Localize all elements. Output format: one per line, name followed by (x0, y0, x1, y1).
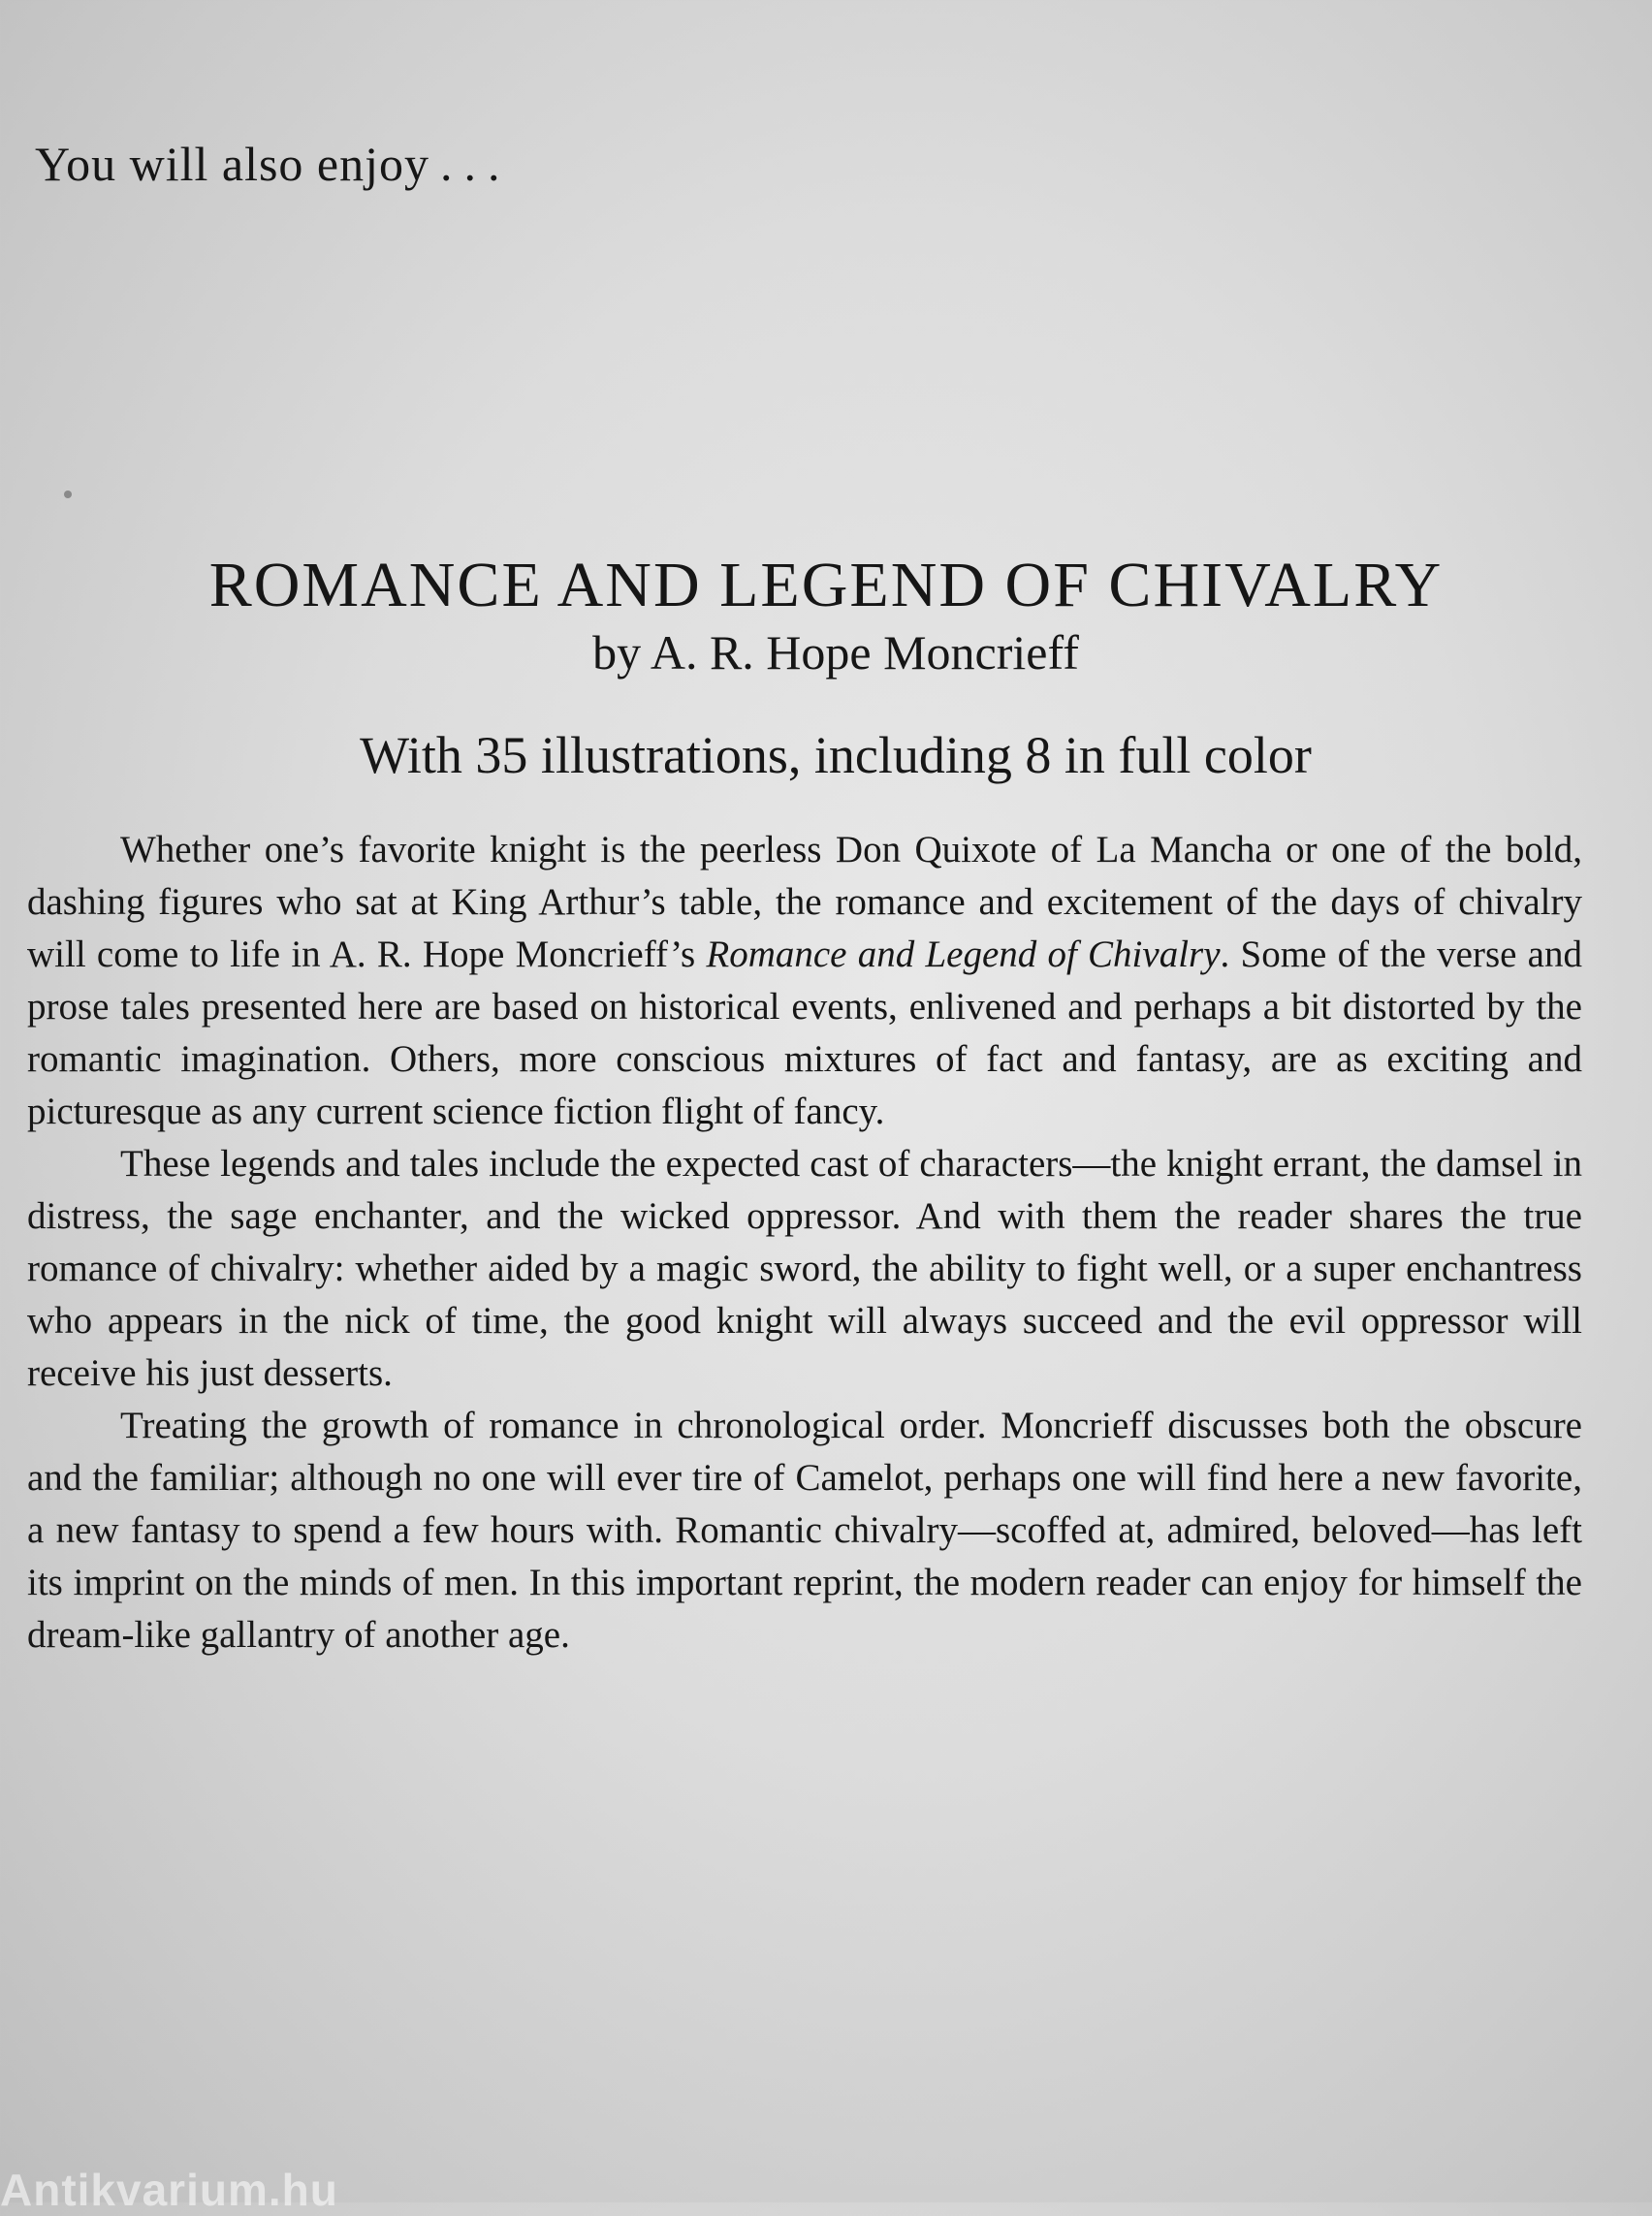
paragraph-2: These legends and tales include the expected cast of characters—the knight errant, the damsel in distress, the sage enchanter, and the wicked oppressor. And with them the reader shares the true romance of chivalry: whether aided by a magic sword, the ability to fight well, or a super enchantress who appears in the nick of time, the good knight will always succeed and the evil oppressor will receive his just desserts. (27, 1143, 1582, 1394)
paragraph-1-text-a: Whether one’s favorite knight is the peerless Don Quixote of La Mancha or one of the bold, dashing figures who sat at King Arthur’s table, the romance and excitement of the days of chivalry will come to life in A. R. Hope Moncrieff’s (27, 829, 1582, 975)
teaser-heading: You will also enjoy . . . (35, 137, 501, 191)
paper-speck (64, 491, 72, 498)
paragraph-1-book-title: Romance and Legend of Chivalry (706, 934, 1221, 975)
illustrations-note: With 35 illustrations, including 8 in full color (360, 726, 1312, 784)
paragraph-1 (27, 824, 1582, 1138)
book-title: ROMANCE AND LEGEND OF CHIVALRY (208, 550, 1444, 620)
paragraph-1-text-b: . Some of the verse and prose tales presented here are based on historical events, enlivened and perhaps a bit distorted by the romantic imagination. Others, more conscious mixtures of fact and fantasy, are as exciting and picturesque as any current science fiction flight of fancy. (27, 934, 1582, 1132)
watermark-text: Antikvarium.hu (0, 2165, 338, 2215)
book-byline: by A. R. Hope Moncrieff (592, 625, 1079, 680)
paragraph-3: Treating the growth of romance in chronological order. Moncrieff discusses both the obscure and the familiar; although no one will ever tire of Camelot, perhaps one will find here a new favorite, a new fantasy to spend a few hours with. Romantic chivalry—scoffed at, admired, beloved—has left its imprint on the minds of men. In this important reprint, the modern reader can enjoy for himself the dream-like gallantry of another age. (27, 1405, 1582, 1656)
description-body (27, 824, 1582, 1662)
